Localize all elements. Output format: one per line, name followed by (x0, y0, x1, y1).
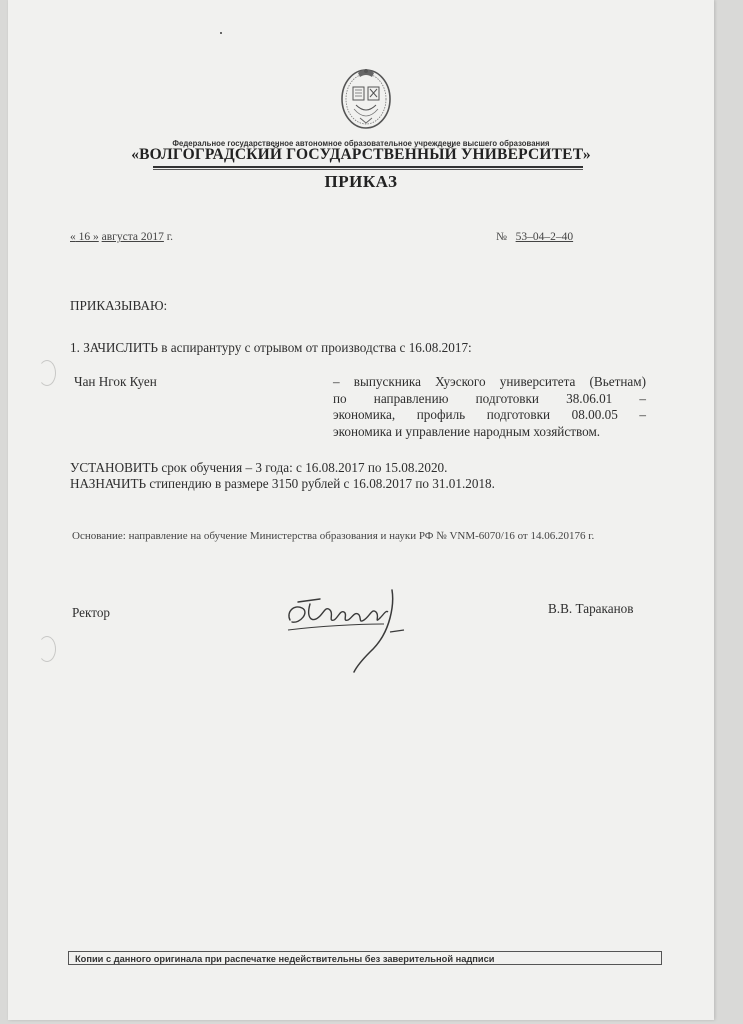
date-day: 16 (75, 231, 93, 243)
order-number (496, 231, 573, 243)
order-heading: ПРИКАЗЫВАЮ: (70, 298, 168, 313)
student-desc-line: – выпускника Хуэского университета (Вьетнам) (333, 374, 646, 389)
stipend: НАЗНАЧИТЬ стипендию в размере 3150 рублей с 16.08.2017 по 31.01.2018. (70, 476, 495, 491)
handwritten-signature-icon (280, 572, 420, 677)
number-label: № (496, 231, 507, 243)
university-seal-icon (338, 63, 394, 133)
number-value: 53–04–2–40 (515, 231, 574, 243)
header-rule-thin (153, 169, 583, 170)
page-title: ПРИКАЗ (324, 172, 398, 191)
basis-note: Основание: направление на обучение Министерства образования и науки РФ № VNM-6070/16 от 14.06.20176 г. (72, 530, 595, 542)
signer-position: Ректор (72, 605, 111, 620)
order-date (70, 231, 173, 243)
org-subtitle: Федеральное государственное автономное образовательное учреждение высшего образования (172, 138, 550, 148)
copy-notice: Копии с данного оригинала при распечатке недействительны без заверительной надписи (68, 951, 662, 965)
student-desc-line: экономика и управление народным хозяйством. (333, 423, 601, 439)
header-rule (153, 166, 583, 168)
signer-name: В.В. Тараканов (548, 601, 634, 616)
punch-hole (38, 360, 56, 386)
student-desc-line: по направлению подготовки 38.06.01 – (333, 390, 646, 406)
student-description (333, 374, 646, 440)
document-sheet (8, 0, 714, 1020)
study-period: УСТАНОВИТЬ срок обучения – 3 года: с 16.08.2017 по 15.08.2020. (70, 460, 448, 475)
punch-hole (38, 636, 56, 662)
date-suffix: г. (166, 231, 174, 243)
student-desc-line: экономика, профиль подготовки 08.00.05 – (333, 407, 646, 422)
order-item-1: 1. ЗАЧИСЛИТЬ в аспирантуру с отрывом от производства с 16.08.2017: (70, 340, 472, 355)
org-name: «ВОЛГОГРАДСКИЙ ГОСУДАРСТВЕННЫЙ УНИВЕРСИТЕТ» (131, 146, 591, 163)
date-month-year: августа 2017 (101, 231, 164, 243)
student-name: Чан Нгок Куен (74, 374, 157, 389)
date-open-quote: « (70, 231, 76, 243)
date-close-quote: » (93, 231, 99, 243)
scan-speck (220, 32, 222, 34)
